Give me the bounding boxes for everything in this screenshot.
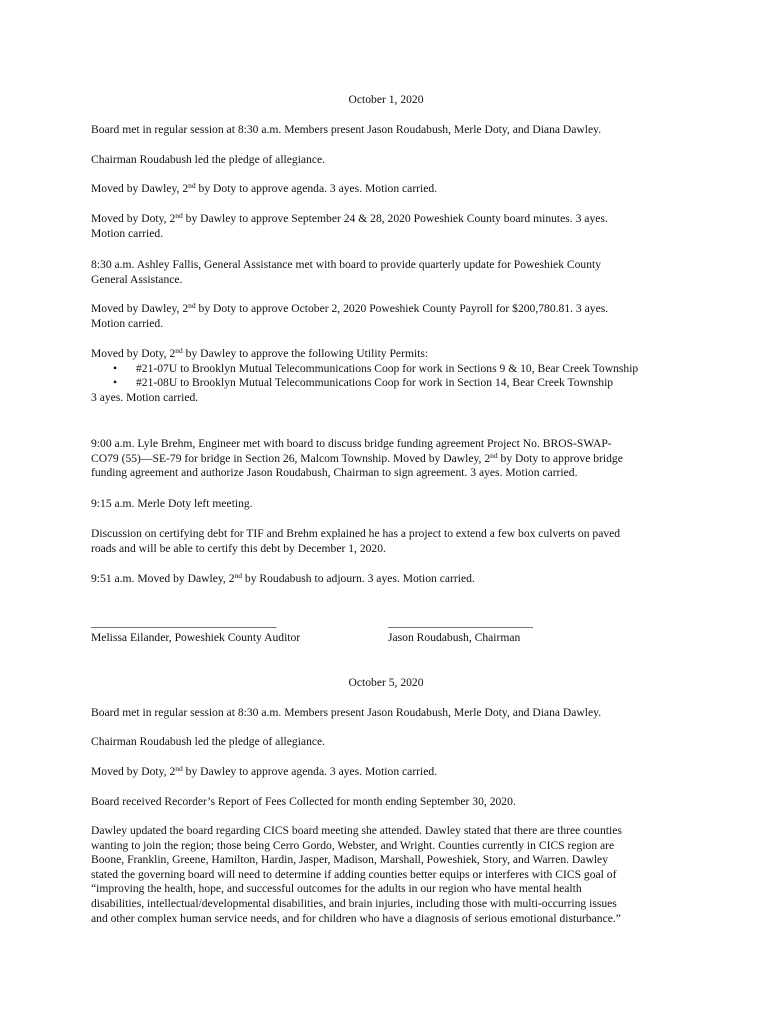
paragraph-minutes-motion: Moved by Doty, 2nd by Dawley to approve September 24 & 28, 2020 Poweshiek County board minutes. 3 ayes. Motion carried.	[91, 211, 608, 240]
meeting-date-heading: October 1, 2020	[348, 93, 424, 106]
paragraph-agenda-motion: Moved by Dawley, 2nd by Doty to approve agenda. 3 ayes. Motion carried.	[91, 181, 438, 195]
paragraph-general-assistance: 8:30 a.m. Ashley Fallis, General Assistance met with board to provide quarterly update for Poweshiek County General Assistance.	[91, 258, 602, 286]
signature-line-chairman: _________________________	[388, 616, 533, 629]
paragraph-utility-permits	[91, 347, 681, 405]
list-item: • #21-07U to Brooklyn Mutual Telecommunications Coop for work in Sections 9 & 10, Bear Creek Township	[113, 361, 639, 375]
paragraph-session: Board met in regular session at 8:30 a.m. Members present Jason Roudabush, Merle Doty, and Diana Dawley.	[91, 706, 602, 719]
paragraph-pledge: Chairman Roudabush led the pledge of allegiance.	[91, 153, 326, 166]
signature-name-auditor: Melissa Eilander, Poweshiek County Auditor	[91, 631, 301, 644]
paragraph-tif-discussion: Discussion on certifying debt for TIF and Brehm explained he has a project to extend a few box culverts on paved roads and will be able to certify this debt by December 1, 2020.	[91, 527, 621, 555]
bullet-icon: •	[113, 361, 118, 375]
paragraph-recorder-report: Board received Recorder’s Report of Fees Collected for month ending September 30, 2020.	[91, 795, 516, 808]
signature-line-auditor: ________________________________	[91, 616, 277, 629]
paragraph-session: Board met in regular session at 8:30 a.m. Members present Jason Roudabush, Merle Doty, and Diana Dawley.	[91, 123, 602, 136]
paragraph-pledge: Chairman Roudabush led the pledge of allegiance.	[91, 735, 326, 748]
paragraph-bridge-agreement: 9:00 a.m. Lyle Brehm, Engineer met with board to discuss bridge funding agreement Project No. BROS-SWAP- CO79 (55)—SE-79 for bridge in Section 26, Malcom Township. Moved by Dawley, 2nd by Doty to approve bridge funding agreement and authorize Jason Roudabush, Chairman to sign agreement. 3 ayes. Motion carried.	[91, 437, 623, 480]
permits-vote-result: 3 ayes. Motion carried.	[91, 390, 199, 404]
list-item: • #21-08U to Brooklyn Mutual Telecommunications Coop for work in Section 14, Bear Creek Township	[113, 376, 614, 390]
paragraph-cics-update: Dawley updated the board regarding CICS board meeting she attended. Dawley stated that there are three counties wanting to join the region; those being Cerro Gordo, Webster, and Wright. Counties currently in CICS region are Boone, Franklin, Greene, Hamilton, Hardin, Jasper, Madison, Marshall, Poweshiek, Story, and Warren. Dawley stated the governing board will need to determine if adding counties better equips or interferes with CICS goal of “improving the health, hope, and successful outcomes for the adults in our region who have mental health disabilities, intellectual/developmental disabilities, and brain injuries, including those with multi-occurring issues and other complex human service needs, and for children who have a diagnosis of serious emotional disturbance.”	[91, 824, 622, 925]
meeting-date-heading: October 5, 2020	[348, 676, 424, 689]
paragraph-doty-left: 9:15 a.m. Merle Doty left meeting.	[91, 497, 253, 510]
signature-name-chairman: Jason Roudabush, Chairman	[388, 631, 521, 644]
paragraph-agenda-motion: Moved by Doty, 2nd by Dawley to approve agenda. 3 ayes. Motion carried.	[91, 764, 438, 778]
permit-list	[91, 362, 681, 391]
bullet-icon: •	[113, 376, 118, 390]
paragraph-payroll-motion: Moved by Dawley, 2nd by Doty to approve October 2, 2020 Poweshiek County Payroll for $200,780.81. 3 ayes. Motion carried.	[91, 301, 609, 330]
utility-permits-intro: Moved by Doty, 2nd by Dawley to approve the following Utility Permits:	[91, 346, 429, 360]
paragraph-adjourn-motion: 9:51 a.m. Moved by Dawley, 2nd by Roudabush to adjourn. 3 ayes. Motion carried.	[91, 571, 475, 585]
